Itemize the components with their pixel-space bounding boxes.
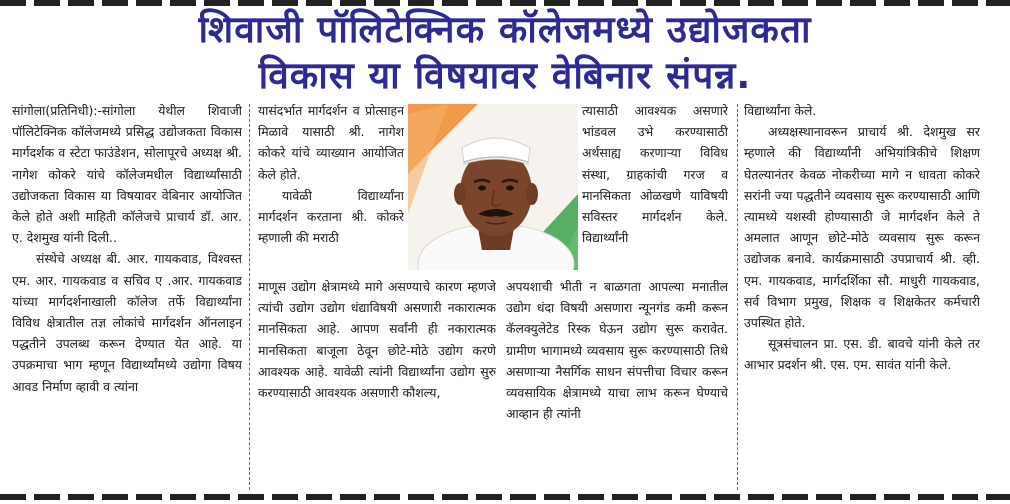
article-column-3-top — [582, 100, 728, 270]
article-column-3-bottom — [506, 276, 728, 492]
paragraph-students: विद्यार्थ्यांना केले. — [744, 103, 817, 118]
article-column-1 — [12, 100, 242, 492]
column-divider — [737, 104, 738, 490]
headline-line-2: विकास या विषयावर वेबिनार संपन्न. — [258, 54, 752, 97]
paragraph-credits: सूत्रसंचालन प्रा. एस. डी. बावचे यांनी केले तर आभार प्रदर्शन श्री. एस. एम. सावंत यांनी केले. — [744, 336, 980, 373]
bottom-dashed-border — [0, 494, 1010, 500]
paragraph-mindset: माणूस उद्योग क्षेत्रामध्ये मागे असण्याचे कारण म्हणजे त्यांची उद्योग उद्योग धंद्याविषयी असणारी नकारात्मक मानसिकता आहे. आपण सर्वांनी ही नकारात्मक मानसिकता बाजूला ठेवून छोटे-मोठे उद्योग करणे आवश्यक आहे. यावेळी त्यांनी विद्यार्थ्यांना उद्योग सुरु करण्यासाठी आवश्यक असणारी कौशल्य, — [258, 279, 496, 401]
column-divider — [249, 104, 250, 490]
paragraph-guidance: यावेळी विद्यार्थ्यांना मार्गदर्शन करताना श्री. कोकरे म्हणाली की मराठी — [258, 187, 404, 246]
speaker-portrait-photo — [408, 104, 578, 270]
paragraph-lecture: यासंदर्भात मार्गदर्शन व प्रोत्साहन मिळावे यासाठी श्री. नागेश कोकरे यांचे व्याख्यान आयोजित केले होते. — [258, 103, 404, 182]
paragraph-risk: अपयशाची भीती न बाळगता आपल्या मनातील उद्योग धंदा विषयी असणारा न्यूनगंड कमी करून कॅलक्युलेटेड रिस्क घेऊन उद्योग सुरू करावेत. ग्रामीण भागामध्ये व्यवसाय सुरू करण्यासाठी तिथे असणाऱ्या नैसर्गिक साधन संपत्तीचा विचार करून व्यवसायिक क्षेत्रामध्ये याचा लाभ करून घेण्याचे आव्हान ही त्यांनी — [506, 279, 728, 422]
portrait-photo-icon — [408, 104, 578, 270]
paragraph-trustees: संस्थेचे अध्यक्ष बी. आर. गायकवाड, विश्वस्त एम. आर. गायकवाड व सचिव ए .आर. गायकवाड यांच्या मार्गदर्शनाखाली कॉलेज तर्फे विद्यार्थ्यांना विविध क्षेत्रातील तज्ञ लोकांचे मार्गदर्शन ऑनलाइन पद्धतीने उपलब्ध करून देण्यात येत आहे. या उपक्रमाचा भाग म्हणून विद्यार्थ्यांमध्ये उद्योगा विषय आवड निर्माण व्हावी व त्यांना — [12, 251, 242, 394]
paragraph-principal: अध्यक्षस्थानावरून प्राचार्य श्री. देशमुख सर म्हणाले की विद्यार्थ्यांनी अभियांत्रिकीचे शिक्षण घेतल्यानंतर केवळ नोकरीच्या मागे न धावता कोकरे सरांनी ज्या पद्धतीने व्यवसाय सुरू करण्यासाठी आणि त्यामध्ये यशस्वी होण्यासाठी जे मार्गदर्शन केले ते अमलात आणून छोटे-मोठे व्यवसाय सुरू करून उद्योजक बनावे. कार्यक्रमासाठी उपप्राचार्य श्री. व्ही. एम. गायकवाड, मार्गदर्शिका सौ. माधुरी गायकवाड, सर्व विभाग प्रमुख, शिक्षक व शिक्षकेतर कर्मचारी उपस्थित होते. — [744, 124, 980, 331]
paragraph-capital: त्यासाठी आवश्यक असणारे भांडवल उभे करण्यासाठी अर्थसाह्य करणाऱ्या विविध संस्था, ग्राहकांची गरज व मानसिकता ओळखणे याविषयी सविस्तर मार्गदर्शन केले. विद्यार्थ्यांनी — [582, 103, 728, 246]
headline-line-1: शिवाजी पॉलिटेक्निक कॉलेजमध्ये उद्योजकता — [198, 8, 812, 51]
paragraph-intro: सांगोला(प्रतिनिधी):-सांगोला येथील शिवाजी पॉलिटेक्निक कॉलेजमध्ये प्रसिद्ध उद्योजकता विकास मार्गदर्शक व स्टेटा फाउंडेशन, सोलापूरचे अध्यक्ष श्री. नागेश कोकरे यांचे कॉलेजमधील विद्यार्थ्यांसाठी उद्योजकता विकास या विषयावर वेबिनार आयोजित केले होते अशी माहिती कॉलेजचे प्राचार्य डॉ. आर. ए. देशमुख यांनी दिली.. — [12, 103, 242, 246]
article-column-2-bottom — [258, 276, 496, 492]
article-column-4 — [744, 100, 980, 492]
